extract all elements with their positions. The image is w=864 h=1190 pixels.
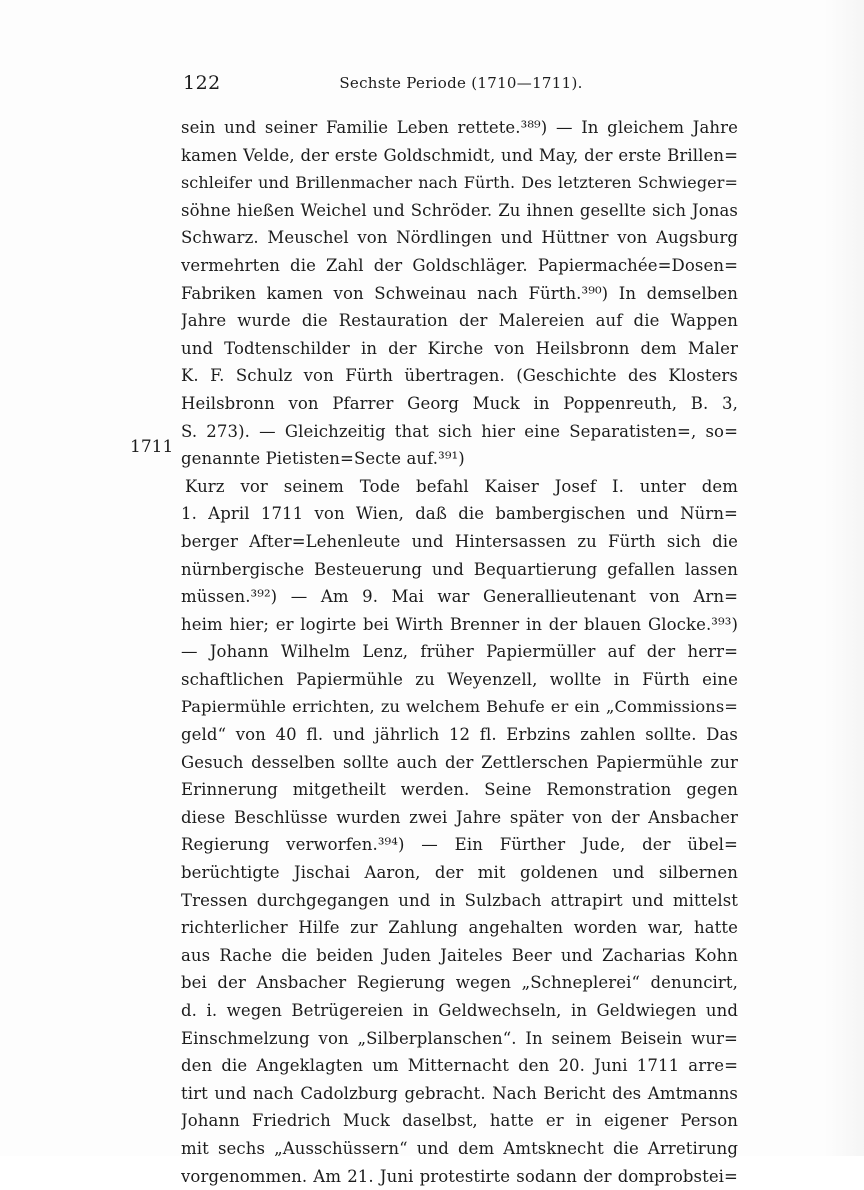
page-number: 122: [183, 72, 221, 94]
text-line: geld“ von 40 fl. und jährlich 12 fl. Erbzins zahlen sollte. Das: [181, 725, 738, 745]
text-line: berger After=Lehenleute und Hintersassen zu Fürth sich die: [181, 531, 738, 551]
text-line: schaftlichen Papiermühle zu Weyenzell, wollte in Fürth eine: [181, 669, 738, 689]
text-line: sein und seiner Familie Leben rettete.³⁸⁹) — In gleichem Jahre: [181, 118, 738, 137]
marginal-year-note: 1711: [130, 437, 174, 457]
text-line: müssen.³⁹²) — Am 9. Mai war Generallieutenant von Arn=: [181, 587, 738, 607]
text-line: Regierung verworfen.³⁹⁴) — Ein Fürther Jude, der übel=: [181, 835, 738, 855]
text-line: K. F. Schulz von Fürth übertragen. (Geschichte des Klosters: [181, 366, 738, 386]
text-line: Papiermühle errichten, zu welchem Behufe er ein „Commissions=: [181, 697, 738, 717]
text-line: Tressen durchgegangen und in Sulzbach attrapirt und mittelst: [181, 890, 738, 910]
page-edge-shading: [824, 0, 864, 1156]
text-line: den die Angeklagten um Mitternacht den 20. Juni 1711 arre=: [181, 1056, 738, 1076]
text-line: S. 273). — Gleichzeitig that sich hier eine Separatisten=, so=: [181, 421, 738, 441]
text-line: vorgenommen. Am 21. Juni protestirte sodann der domprobstei=: [181, 1166, 738, 1186]
text-line: söhne hießen Weichel und Schröder. Zu ihnen gesellte sich Jonas: [181, 200, 738, 220]
text-line: richterlicher Hilfe zur Zahlung angehalten worden war, hatte: [181, 918, 738, 938]
paragraph-start-line: Kurz vor seinem Tode befahl Kaiser Josef I. unter dem: [185, 476, 738, 496]
paragraph-end-line: genannte Pietisten=Secte auf.³⁹¹): [181, 449, 465, 469]
text-line: Gesuch desselben sollte auch der Zettlerschen Papiermühle zur: [181, 752, 738, 772]
text-line: Schwarz. Meuschel von Nördlingen und Hüttner von Augsburg: [181, 228, 738, 248]
text-line: vermehrten die Zahl der Goldschläger. Papiermachée=Dosen=: [181, 255, 738, 275]
text-line: nürnbergische Besteuerung und Bequartierung gefallen lassen: [181, 559, 738, 579]
text-line: — Johann Wilhelm Lenz, früher Papiermüller auf der herr=: [181, 642, 738, 662]
text-line: Erinnerung mitgetheilt werden. Seine Remonstration gegen: [181, 780, 738, 800]
text-line: schleifer und Brillenmacher nach Fürth. Des letzteren Schwieger=: [181, 173, 738, 193]
text-line: 1. April 1711 von Wien, daß die bambergischen und Nürn=: [181, 504, 738, 524]
text-line: diese Beschlüsse wurden zwei Jahre später von der Ansbacher: [181, 807, 738, 827]
text-line: Fabriken kamen von Schweinau nach Fürth.³⁹⁰) In demselben: [181, 283, 738, 303]
text-line: Heilsbronn von Pfarrer Georg Muck in Poppenreuth, B. 3,: [181, 393, 738, 413]
running-head: Sechste Periode (1710—1711).: [339, 74, 583, 92]
page-header: [183, 72, 739, 100]
body-text: [181, 114, 738, 1190]
text-line: kamen Velde, der erste Goldschmidt, und May, der erste Brillen=: [181, 145, 738, 165]
text-line: heim hier; er logirte bei Wirth Brenner in der blauen Glocke.³⁹³): [181, 614, 738, 634]
text-line: tirt und nach Cadolzburg gebracht. Nach Bericht des Amtmanns: [181, 1083, 738, 1103]
text-line: d. i. wegen Betrügereien in Geldwechseln, in Geldwiegen und: [181, 1001, 738, 1020]
text-line: mit sechs „Ausschüssern“ und dem Amtsknecht die Arretirung: [181, 1138, 738, 1158]
text-line: und Todtenschilder in der Kirche von Heilsbronn dem Maler: [181, 338, 738, 358]
text-line: Einschmelzung von „Silberplanschen“. In seinem Beisein wur=: [181, 1028, 738, 1048]
text-line: berüchtigte Jischai Aaron, der mit goldenen und silbernen: [181, 863, 738, 883]
text-line: Johann Friedrich Muck daselbst, hatte er in eigener Person: [181, 1111, 738, 1131]
text-line: bei der Ansbacher Regierung wegen „Schneplerei“ denuncirt,: [181, 973, 738, 993]
text-line: aus Rache die beiden Juden Jaiteles Beer und Zacharias Kohn: [181, 945, 738, 965]
text-line: Jahre wurde die Restauration der Malereien auf die Wappen: [181, 311, 738, 331]
